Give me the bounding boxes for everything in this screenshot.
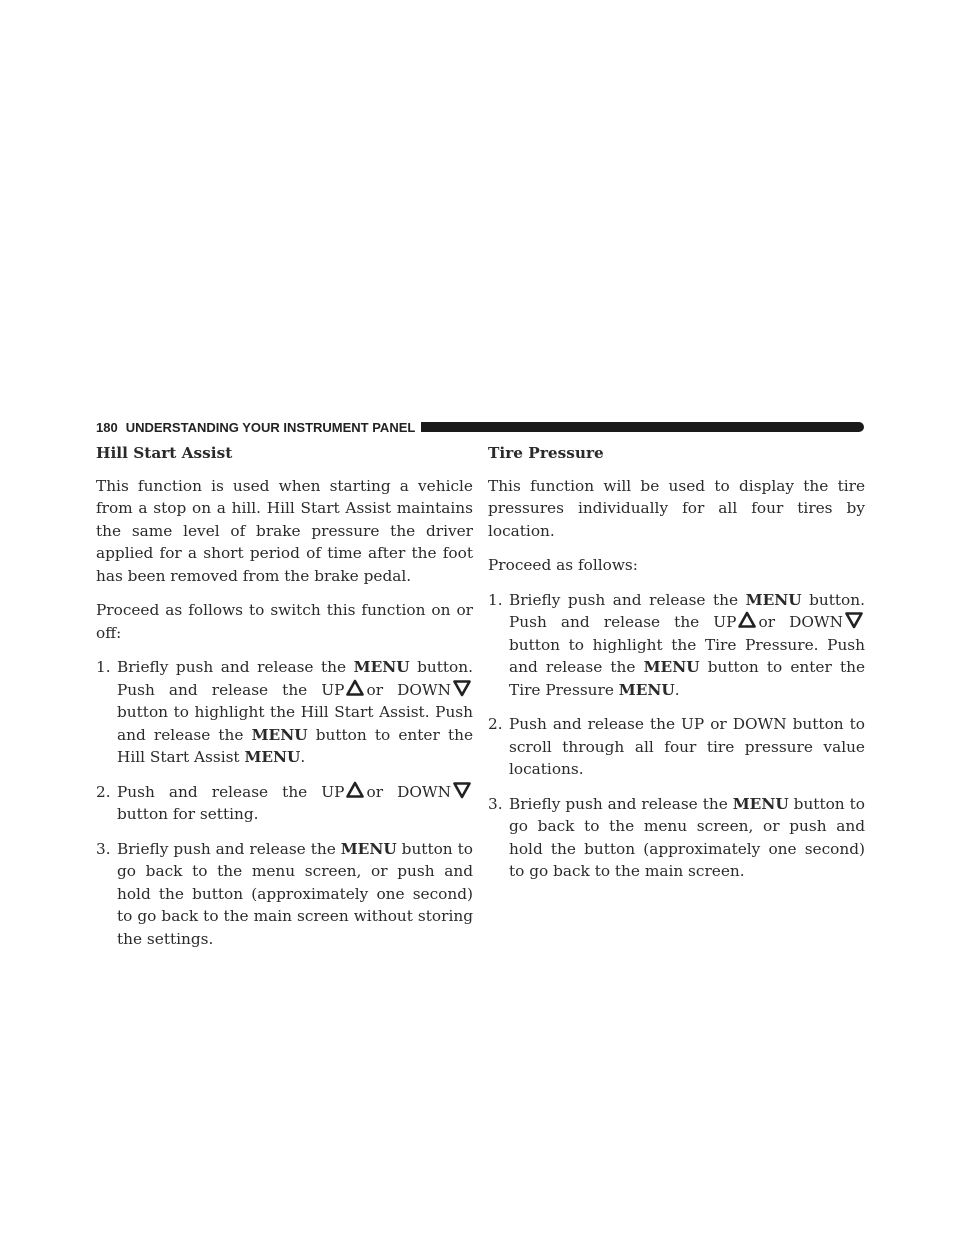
tire-pressure-intro: This function will be used to display the tire pressures individually for all four tires by location.: [488, 476, 865, 540]
up-triangle-icon: [738, 611, 756, 629]
down-triangle-icon: [453, 781, 471, 799]
left-column: [96, 442, 473, 962]
page-number: 180: [96, 419, 118, 435]
down-triangle-icon: [845, 611, 863, 629]
list-item: 1. Briefly push and release the MENU button. Push and release the UP or DOWNbutton to highlight the Hill Start Assist. Push and release the MENU button to enter the Hill Start Assist MENU.: [96, 658, 473, 766]
hill-start-assist-intro: This function is used when starting a vehicle from a stop on a hill. Hill Start Assist maintains the same level of brake pressure the driver applied for a short period of time after the foot has been removed from the brake pedal.: [96, 476, 473, 585]
list-item: 2. Push and release the UP or DOWNbutton for setting.: [96, 781, 473, 826]
hill-start-assist-steps: [96, 656, 473, 950]
page-header: [96, 416, 864, 438]
hill-start-assist-proceed: Proceed as follows to switch this function on or off:: [96, 601, 473, 642]
up-triangle-icon: [346, 679, 364, 697]
section-title: UNDERSTANDING YOUR INSTRUMENT PANEL: [125, 419, 416, 435]
right-column: [488, 442, 865, 895]
list-item: 3. Briefly push and release the MENU button to go back to the menu screen, or push and hold the button (approximately one second) to go back to the main screen without storing the settings.: [96, 839, 473, 948]
header-rule: [421, 422, 864, 432]
up-triangle-icon: [346, 781, 364, 799]
list-item: 1. Briefly push and release the MENU button. Push and release the UP or DOWNbutton to highlight the Tire Pressure. Push and release the MENU button to enter the Tire Pressure MENU.: [488, 590, 865, 699]
tire-pressure-steps: [488, 589, 865, 883]
list-item: 2. Push and release the UP or DOWN button to scroll through all four tire pressure value locations.: [488, 715, 865, 778]
tire-pressure-proceed: Proceed as follows:: [488, 556, 638, 574]
down-triangle-icon: [453, 679, 471, 697]
tire-pressure-heading: Tire Pressure: [488, 444, 604, 462]
hill-start-assist-heading: Hill Start Assist: [96, 444, 233, 462]
list-item: 3. Briefly push and release the MENU button to go back to the menu screen, or push and hold the button (approximately one second) to go back to the main screen.: [488, 794, 865, 880]
